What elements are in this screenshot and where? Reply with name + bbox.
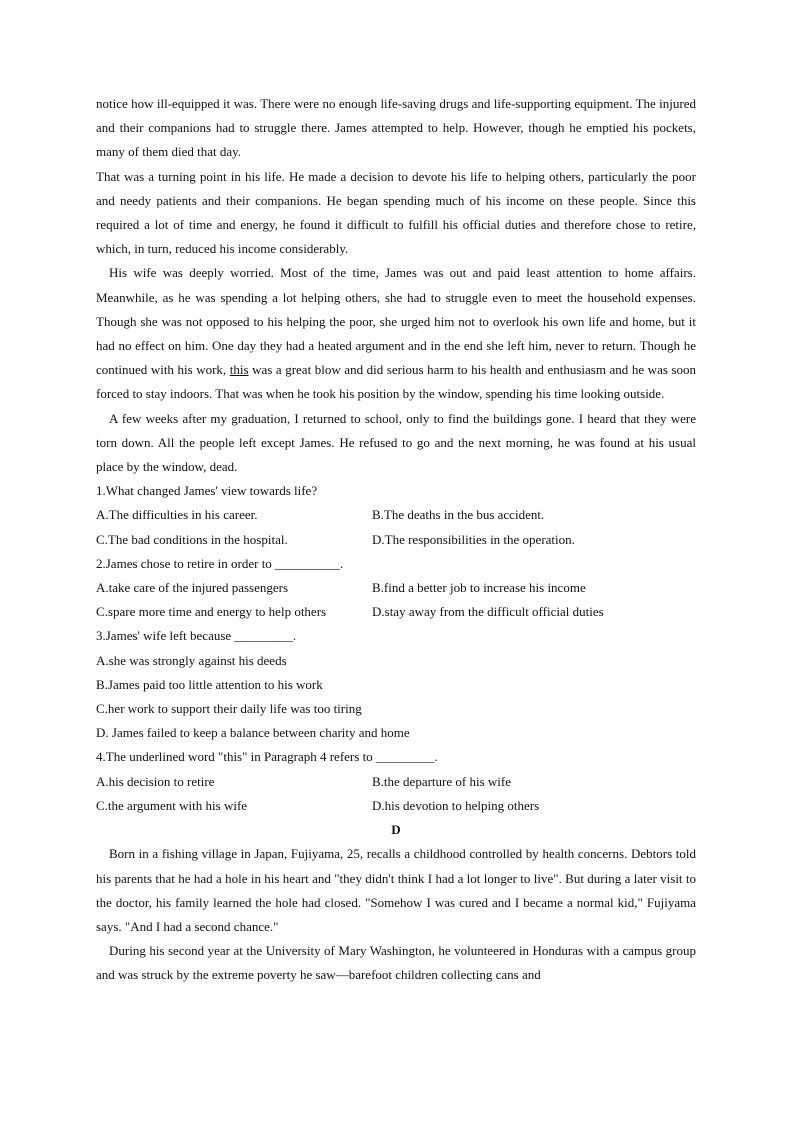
question-3-option-a: A.she was strongly against his deeds xyxy=(96,652,287,668)
question-2-option-c: C.spare more time and energy to help others xyxy=(96,604,327,620)
paragraph-c2: That was a turning point in his life. He made a decision to devote his life to helping others, particularly the poor and needy patients and their companions. He began spending much of his income on these people. Since this required a lot of time and energy, he found it difficult to fulfill his official duties and therefore chose to retire, which, in turn, reduced his income considerably. xyxy=(96,168,696,257)
question-2-options-row-1 xyxy=(96,576,696,600)
question-2-options-row-2 xyxy=(96,600,696,624)
paragraph-c3-after: was a great blow and did serious harm to his health and enthusiasm and he was soon forced to stay indoors. That was when he took his position by the window, spending his time looking outside. xyxy=(96,362,697,402)
question-1-option-a: A.The difficulties in his career. xyxy=(96,507,258,523)
question-4-option-c: C.the argument with his wife xyxy=(96,797,248,813)
question-3-option-c: C.her work to support their daily life was too tiring xyxy=(96,701,362,717)
question-2-option-b: B.find a better job to increase his income xyxy=(372,580,586,596)
section-d-heading: D xyxy=(391,822,401,838)
question-4-option-a: A.his decision to retire xyxy=(96,773,215,789)
question-2-option-d: D.stay away from the difficult official duties xyxy=(372,604,604,620)
question-4-options-row-1 xyxy=(96,770,696,794)
question-1-option-c: C.The bad conditions in the hospital. xyxy=(96,531,288,547)
question-4-option-b: B.the departure of his wife xyxy=(372,773,511,789)
question-2-stem: 2.James chose to retire in order to __________. xyxy=(96,555,344,571)
paragraph-c3-before: His wife was deeply worried. Most of the time, James was out and paid least attention to home affairs. Meanwhile, as he was spending a lot helping others, she had to struggle even to meet the household expenses. Though she was not opposed to his helping the poor, she urged him not to overlook his own life and home, but it had no effect on him. One day they had a heated argument and in the end she left him, never to return. Though he continued with his work, xyxy=(96,265,696,378)
underlined-word-this: this xyxy=(229,362,249,378)
question-4-options-row-2 xyxy=(96,794,696,818)
question-1-options-row-2 xyxy=(96,528,696,552)
question-2-option-a: A.take care of the injured passengers xyxy=(96,580,289,596)
paragraph-c4: A few weeks after my graduation, I returned to school, only to find the buildings gone. I heard that they were torn down. All the people left except James. He refused to go and the next morning, he was found at his usual place by the window, dead. xyxy=(96,410,696,475)
paragraph-d2: During his second year at the University of Mary Washington, he volunteered in Honduras with a campus group and was struck by the extreme poverty he saw—barefoot children collecting cans and xyxy=(96,943,696,983)
question-3-option-d: D. James failed to keep a balance between charity and home xyxy=(96,725,410,741)
paragraph-d1: Born in a fishing village in Japan, Fujiyama, 25, recalls a childhood controlled by health concerns. Debtors told his parents that he had a hole in his heart and "they didn't think I had a lot longer to live". But during a later visit to the doctor, his family learned the hole had closed. "Somehow I was cured and I became a normal kid," Fujiyama says. "And I had a second chance." xyxy=(96,846,696,934)
question-4-stem: 4.The underlined word "this" in Paragraph 4 refers to _________. xyxy=(96,749,438,765)
question-3-option-b: B.James paid too little attention to his work xyxy=(96,676,323,692)
question-1-options-row-1 xyxy=(96,503,696,527)
question-1-option-b: B.The deaths in the bus accident. xyxy=(372,507,545,523)
question-3-stem: 3.James' wife left because _________. xyxy=(96,628,297,644)
question-1-stem: 1.What changed James' view towards life? xyxy=(96,483,318,499)
paragraph-c3 xyxy=(96,261,696,406)
question-4-option-d: D.his devotion to helping others xyxy=(372,797,540,813)
paragraph-c1: notice how ill-equipped it was. There were no enough life-saving drugs and life-supporting equipment. The injured and their companions had to struggle there. James attempted to help. However, though he emptied his pockets, many of them died that day. xyxy=(96,96,696,160)
question-1-option-d: D.The responsibilities in the operation. xyxy=(372,531,575,547)
document-page xyxy=(96,92,696,988)
